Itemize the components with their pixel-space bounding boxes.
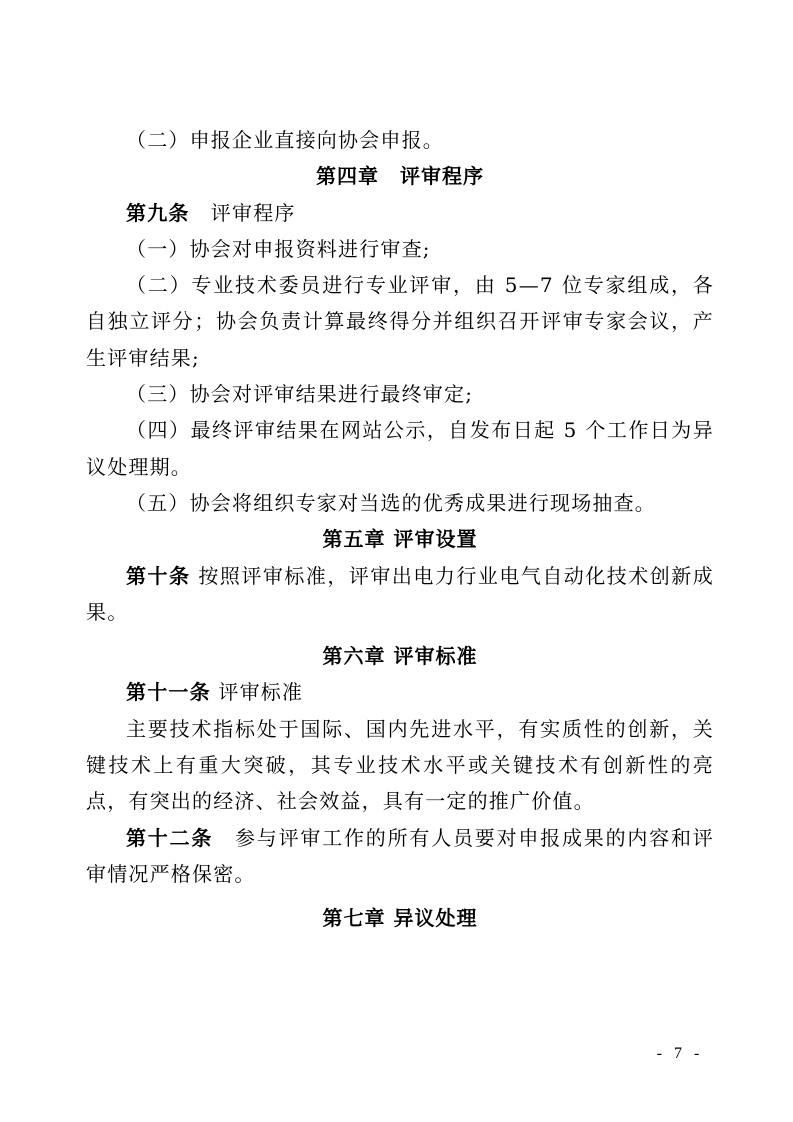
article-11-body: 主要技术指标处于国际、国内先进水平，有实质性的创新，关键技术上有重大突破，其专业技术水平或关键技术有创新性的亮点，有突出的经济、社会效益，具有一定的推广价值。 [86, 716, 714, 814]
chapter-7-heading: 第七章 异议处理 [322, 906, 478, 931]
article-12-label: 第十二条 [126, 825, 214, 850]
chapter-4-heading: 第四章 评审程序 [316, 164, 484, 189]
article-10 [86, 558, 714, 631]
article-11-title: 评审标准 [210, 680, 304, 705]
article-9-item-2: （二）专业技术委员进行专业评审，由 5—7 位专家组成，各自独立评分；协会负责计算最终得分并组织召开评审专家会议，产生评审结果; [86, 273, 714, 370]
article-12-text: 参与评审工作的所有人员要对申报成果的内容和评审情况严格保密。 [86, 825, 714, 886]
chapter-6-heading: 第六章 评审标准 [322, 644, 478, 669]
article-10-text: 按照评审标准，评审出电力行业电气自动化技术创新成果。 [86, 563, 714, 624]
chapter-5-heading: 第五章 评审设置 [322, 527, 478, 552]
article-10-label: 第十条 [126, 563, 191, 588]
article-9-item-4: （四）最终评审结果在网站公示，自发布日起 5 个工作日为异议处理期。 [86, 418, 714, 479]
article-11 [86, 674, 714, 710]
article-9 [86, 195, 714, 231]
paragraph-apply-directly: （二）申报企业直接向协会申报。 [126, 128, 444, 152]
article-9-item-1: （一）协会对申报资料进行审查; [126, 236, 431, 261]
article-12 [86, 820, 714, 893]
article-9-label: 第九条 [126, 200, 190, 225]
article-11-label: 第十一条 [126, 680, 211, 705]
page-number: - 7 - [656, 1045, 704, 1062]
article-9-title: 评审程序 [189, 200, 296, 225]
document-body [86, 122, 714, 937]
article-9-item-3: （三）协会对评审结果进行最终审定; [126, 382, 474, 407]
article-9-item-5: （五）协会将组织专家对当选的优秀成果进行现场抽查。 [126, 490, 656, 515]
